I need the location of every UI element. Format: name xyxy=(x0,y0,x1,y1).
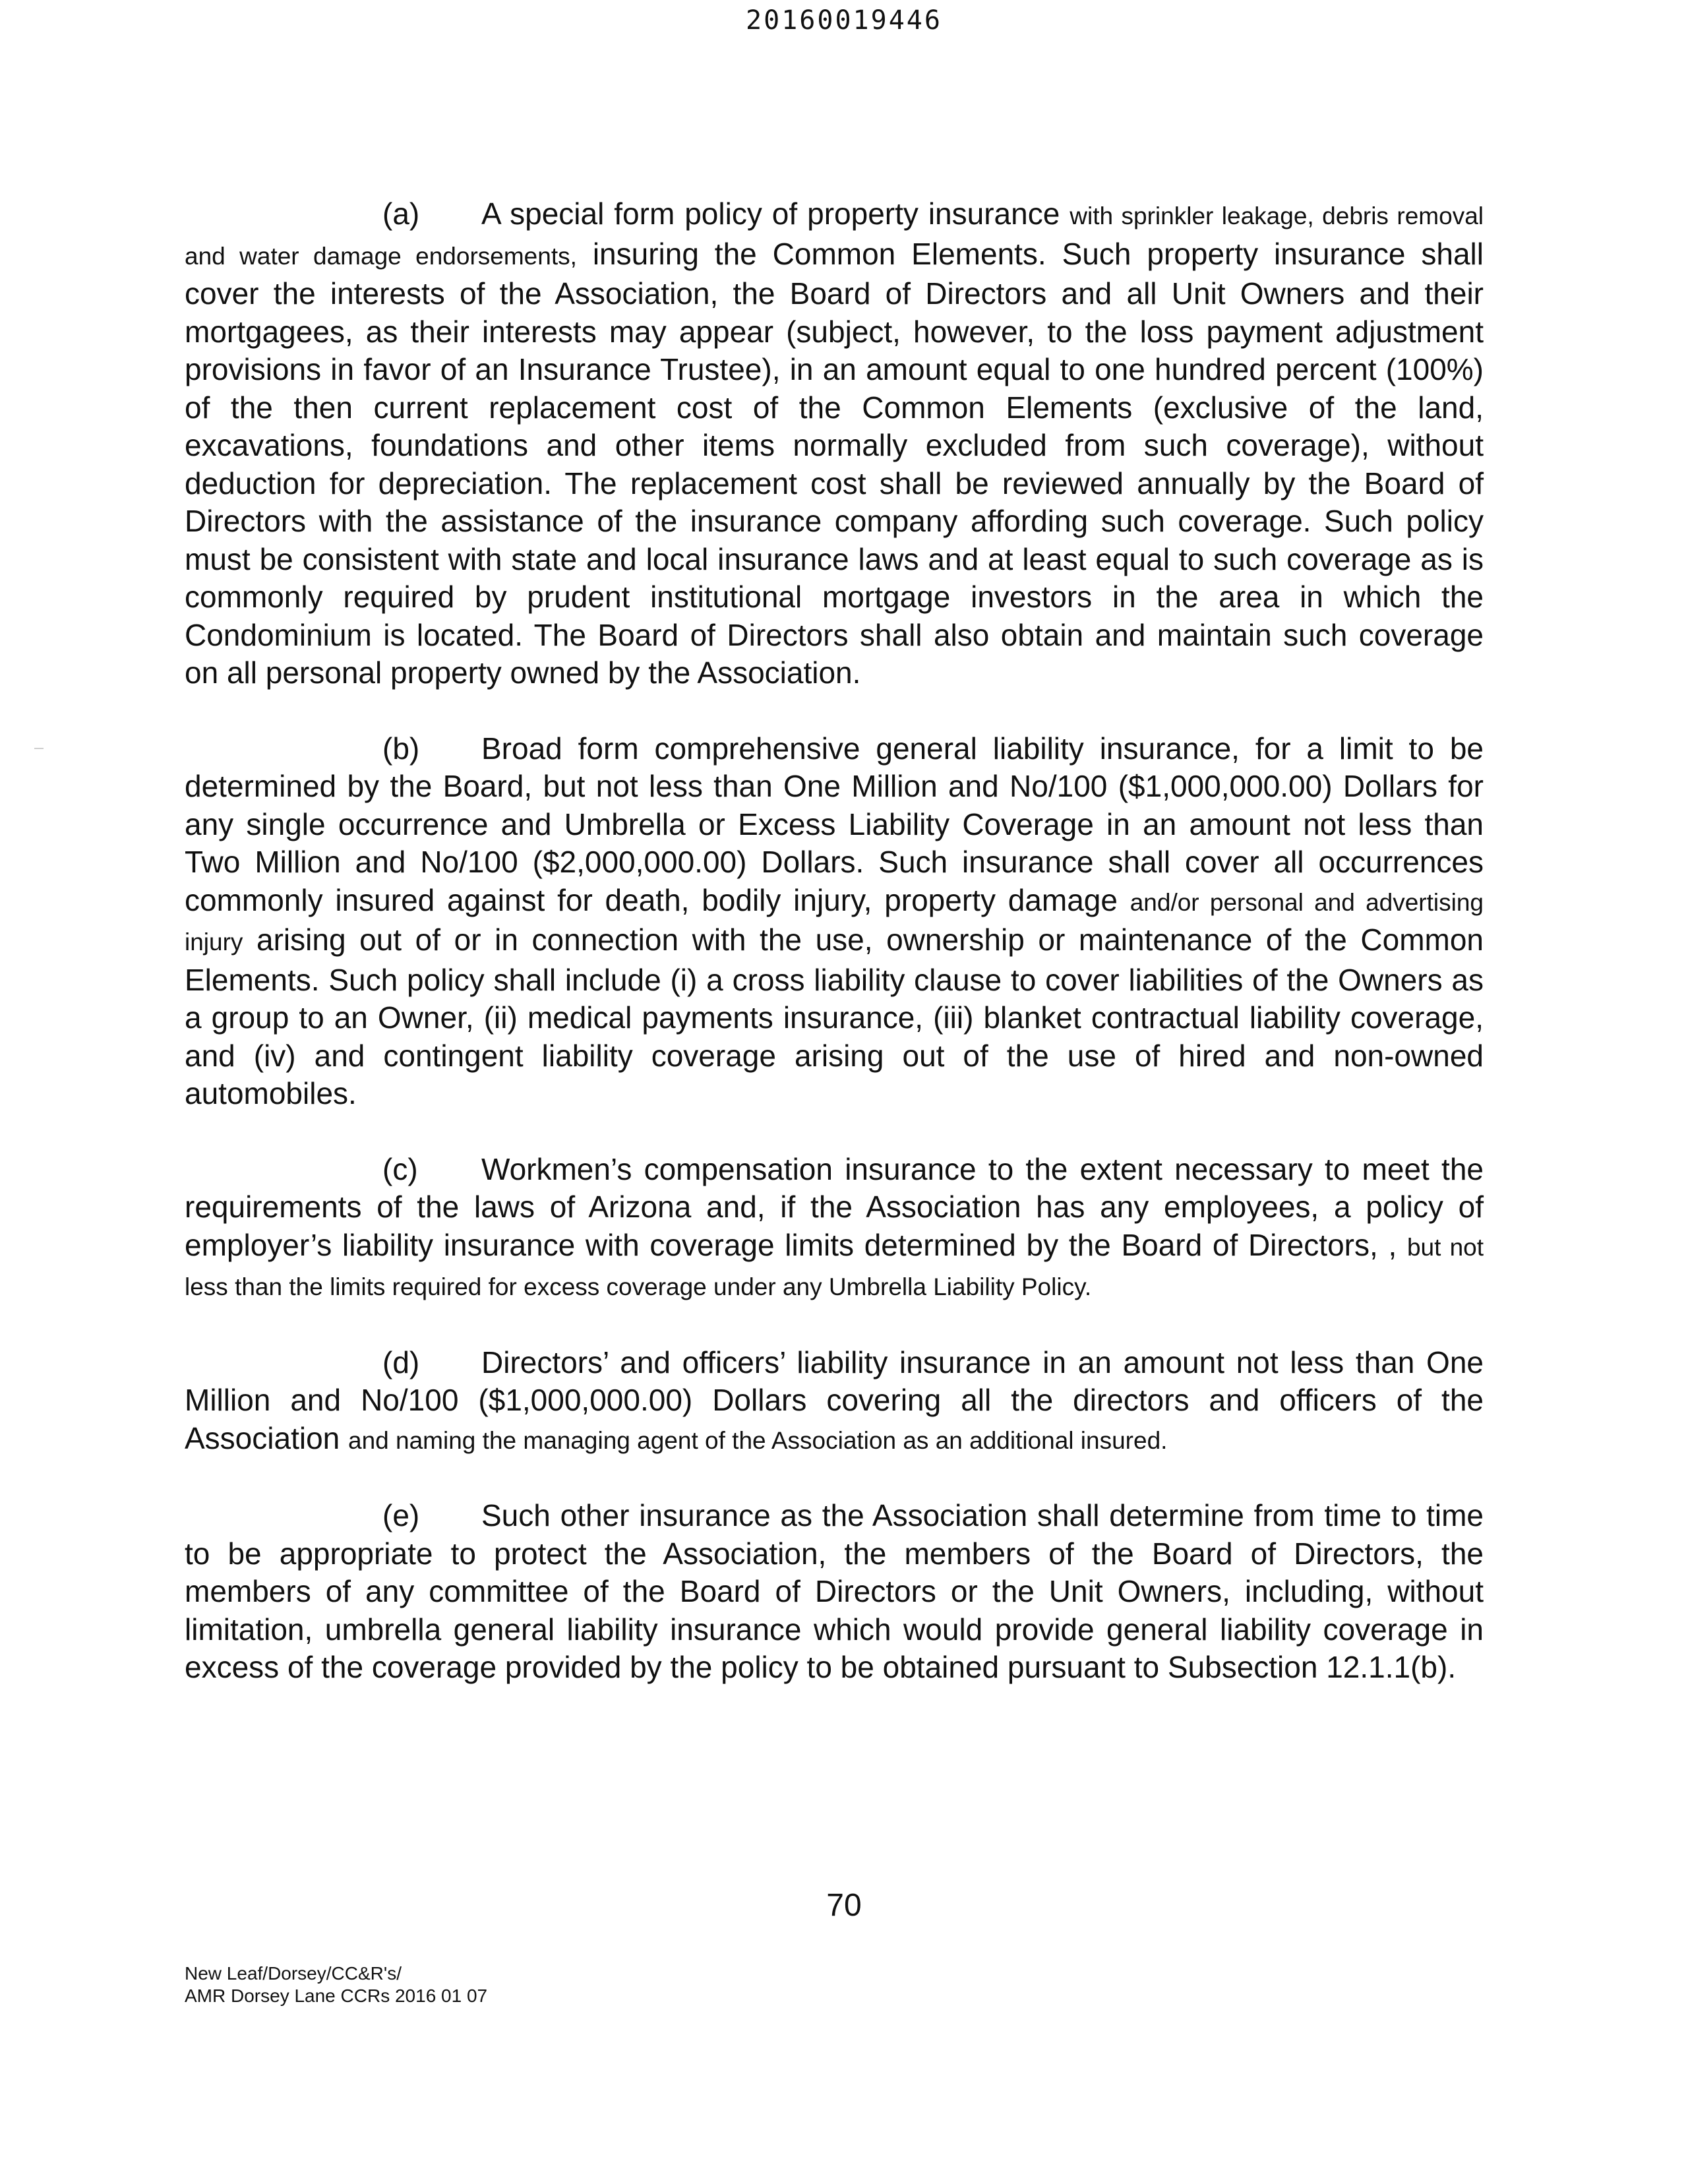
paragraph-b xyxy=(185,730,1484,1113)
footer xyxy=(185,1962,487,2007)
paragraph-a-label: (a) xyxy=(382,197,420,231)
paragraph-a-small-text: with sprinkler leakage, debris removal and water damage endorsements, xyxy=(185,202,1484,270)
paragraph-b-small-text: and/or personal and advertising injury xyxy=(185,888,1484,956)
paragraph-c-label: (c) xyxy=(382,1151,418,1186)
paragraph-a-rest: insuring the Common Elements. Such property insurance shall cover the interests of the Association, the Board of Directors and all Unit Owners and their mortgagees, as their interests may appear (subject, however, to the loss payment adjustment provisions in favor of an Insurance Trustee), in an amount equal to one hundred percent (100%) of the then current replacement cost of the Common Elements (exclusive of the land, excavations, foundations and other items normally excluded from such coverage), without deduction for depreciation. The replacement cost shall be reviewed annually by the Board of Directors with the assistance of the insurance company affording such coverage. Such policy must be consistent with state and local insurance laws and at least equal to such coverage as is commonly required by prudent institutional mortgage investors in the area in which the Condominium is located. The Board of Directors shall also obtain and maintain such coverage on all personal property owned by the Association. xyxy=(185,236,1484,690)
paragraph-b-rest: arising out of or in connection with the use, ownership or maintenance of the Common Elements. Such policy shall include (i) a cross liability clause to cover liabilities of the Owners as a group to an Owner, (ii) medical payments insurance, (iii) blanket contractual liability coverage, and (iv) and contingent liability coverage arising out of the use of hired and non-owned automobiles. xyxy=(185,923,1484,1110)
paragraph-d-label: (d) xyxy=(382,1345,420,1380)
paragraph-d-lead: Directors’ and officers’ liability insurance in an amount not less than One Million and No/100 ($1,000,000.00) Dollars covering all the directors and officers of the Association xyxy=(185,1345,1484,1455)
paragraph-d-small-text: and naming the managing agent of the Association as an additional insured. xyxy=(348,1426,1168,1454)
paragraph-c xyxy=(185,1151,1484,1306)
paragraph-e-lead: Such other insurance as the Association shall determine from time to time to be appropriate to protect the Association, the members of the Board of Directors, the members of any committee of the Board of Directors or the Unit Owners, including, without limitation, umbrella general liability insurance which would provide general liability coverage in excess of the coverage provided by the policy to be obtained pursuant to Subsection 12.1.1(b). xyxy=(185,1498,1484,1684)
footer-line-2: AMR Dorsey Lane CCRs 2016 01 07 xyxy=(185,1986,488,2006)
paragraph-c-lead: Workmen’s compensation insurance to the extent necessary to meet the requirements of the laws of Arizona and, if the Association has any employees, a policy of employer’s liability insurance with coverage limits determined by the Board of Directors, , xyxy=(185,1151,1484,1262)
paragraph-b-label: (b) xyxy=(382,731,420,766)
paragraph-a xyxy=(185,195,1484,692)
page-number: 70 xyxy=(826,1888,862,1923)
paragraph-a-lead: A special form policy of property insurance xyxy=(481,197,1060,231)
paragraph-b-lead: Broad form comprehensive general liability insurance, for a limit to be determined by the Board, but not less than One Million and No/100 ($1,000,000.00) Dollars for any single occurrence and Umbrella or Excess Liability Coverage in an amount not less than Two Million and No/100 ($2,000,000.00) Dollars. Such insurance shall cover all occurrences commonly insured against for death, bodily injury, property damage xyxy=(185,731,1484,917)
footer-line-1: New Leaf/Dorsey/CC&R's/ xyxy=(185,1963,402,1984)
paragraph-c-small-text: but not less than the limits required for excess coverage under any Umbrella Liability Policy. xyxy=(185,1233,1484,1300)
paragraph-d xyxy=(185,1344,1484,1460)
margin-mark xyxy=(34,748,44,749)
paragraph-e xyxy=(185,1497,1484,1687)
paragraph-e-label: (e) xyxy=(382,1498,420,1532)
document-body xyxy=(185,195,1484,1724)
document-number: 20160019446 xyxy=(746,5,942,36)
